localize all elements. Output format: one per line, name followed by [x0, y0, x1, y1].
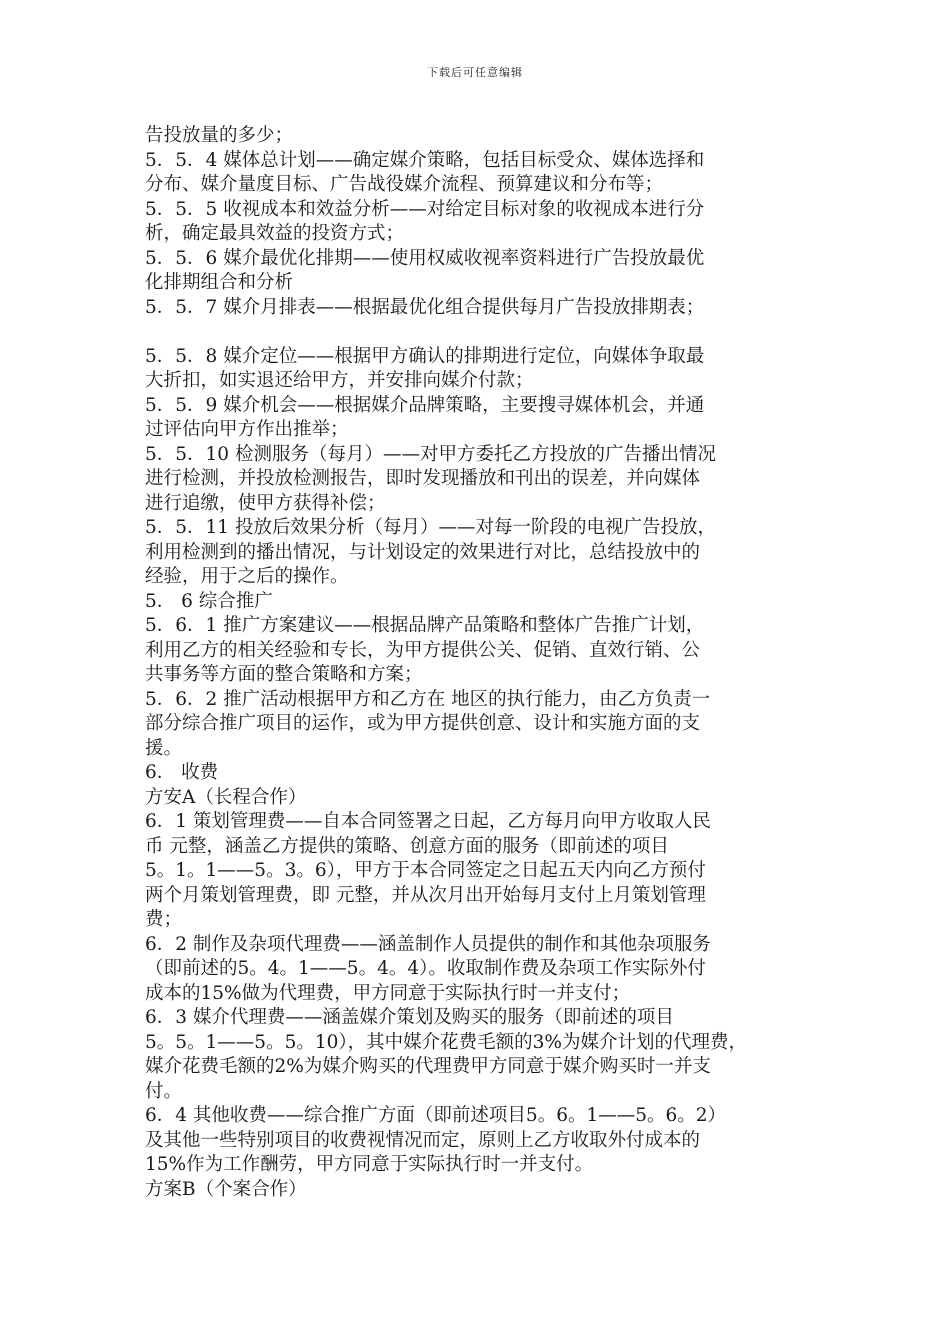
- text-line: 分布、媒介量度目标、广告战役媒介流程、预算建议和分布等；: [145, 174, 664, 195]
- text-line: 5．5．5 收视成本和效益分析——对给定目标对象的收视成本进行分: [145, 198, 705, 220]
- text-line: 部分综合推广项目的运作，或为甲方提供创意、设计和实施方面的支: [145, 713, 701, 734]
- text-line: 5。1。1——5。3。6），甲方于本合同签定之日起五天内向乙方预付: [145, 860, 706, 881]
- text-line: 共事务等方面的整合策略和方案；: [145, 664, 423, 685]
- text-line: 6．1 策划管理费——自本合同签署之日起，乙方每月向甲方收取人民: [145, 811, 711, 832]
- text-line: 15%作为工作酬劳，甲方同意于实际执行时一并支付。: [145, 1154, 594, 1175]
- text-line: 5．5．9 媒介机会——根据媒介品牌策略，主要搜寻媒体机会，并通: [145, 394, 705, 416]
- text-line: 化排期组合和分析: [145, 272, 294, 293]
- text-line: 6．4 其他收费——综合推广方面（即前述项目5。6。1——5。6。2）: [145, 1105, 727, 1126]
- text-line: 5。5。1——5。5。10），其中媒介花费毛额的3%为媒介计划的代理费，: [145, 1031, 747, 1053]
- text-line: 费；: [145, 909, 183, 930]
- text-line: 5．6．1 推广方案建议——根据品牌产品策略和整体广告推广计划，: [145, 615, 705, 636]
- text-line: 媒介花费毛额的2%为媒介购买的代理费甲方同意于媒介购买时一并支: [145, 1056, 711, 1077]
- text-line: 两个月策划管理费，即 元整，并从次月出开始每月支付上月策划管理: [145, 884, 706, 906]
- text-line: 付。: [145, 1080, 183, 1102]
- text-line: 币 元整，涵盖乙方提供的策略、创意方面的服务（即前述的项目: [145, 835, 669, 857]
- text-line: 成本的15%做为代理费，甲方同意于实际执行时一并支付；: [145, 982, 631, 1004]
- text-line: 5．6．2 推广活动根据甲方和乙方在 地区的执行能力，由乙方负责一: [145, 688, 711, 710]
- text-line: 大折扣，如实退还给甲方，并安排向媒介付款；: [145, 370, 534, 391]
- text-line: 及其他一些特别项目的收费视情况而定，原则上乙方收取外付成本的: [145, 1129, 701, 1151]
- text-line: （即前述的5。4。1——5。4。4）。收取制作费及杂项工作实际外付: [145, 958, 706, 979]
- section-heading: 方案B（个案合作）: [145, 1178, 307, 1200]
- text-line: 利用乙方的相关经验和专长，为甲方提供公关、促销、直效行销、公: [145, 639, 701, 661]
- text-line: 5．5．7 媒介月排表——根据最优化组合提供每月广告投放排期表；: [145, 296, 705, 318]
- blank-line: [145, 320, 817, 345]
- text-line: 进行检测，并投放检测报告，即时发现播放和刊出的误差，并向媒体: [145, 468, 701, 489]
- text-line: 6．3 媒介代理费——涵盖媒介策划及购买的服务（即前述的项目: [145, 1007, 674, 1028]
- text-line: 过评估向甲方作出推举；: [145, 419, 349, 440]
- section-heading: 6． 收费: [145, 762, 219, 783]
- text-line: 经验，用于之后的操作。: [145, 566, 349, 587]
- section-heading: 5． 6 综合推广: [145, 590, 273, 612]
- text-line: 5．5．6 媒介最优化排期——使用权威收视率资料进行广告投放最优: [145, 247, 705, 269]
- text-line: 析，确定最具效益的投资方式；: [145, 223, 405, 244]
- text-line: 5．5．4 媒体总计划——确定媒介策略，包括目标受众、媒体选择和: [145, 149, 705, 171]
- document-body: [145, 124, 817, 1202]
- text-line: 5．5．10 检测服务（每月）——对甲方委托乙方投放的广告播出情况: [145, 443, 716, 465]
- text-line: 利用检测到的播出情况，与计划设定的效果进行对比，总结投放中的: [145, 541, 701, 563]
- text-line: 5．5．11 投放后效果分析（每月）——对每一阶段的电视广告投放，: [145, 517, 716, 538]
- text-line: 援。: [145, 737, 183, 759]
- text-line: 进行追缴，使甲方获得补偿；: [145, 492, 386, 514]
- page-header: 下载后可任意编辑: [427, 66, 523, 79]
- text-line: 告投放量的多少；: [145, 125, 294, 146]
- section-heading: 方安A（长程合作）: [145, 786, 307, 808]
- text-line: 6．2 制作及杂项代理费——涵盖制作人员提供的制作和其他杂项服务: [145, 933, 711, 955]
- text-line: 5．5．8 媒介定位——根据甲方确认的排期进行定位，向媒体争取最: [145, 345, 705, 367]
